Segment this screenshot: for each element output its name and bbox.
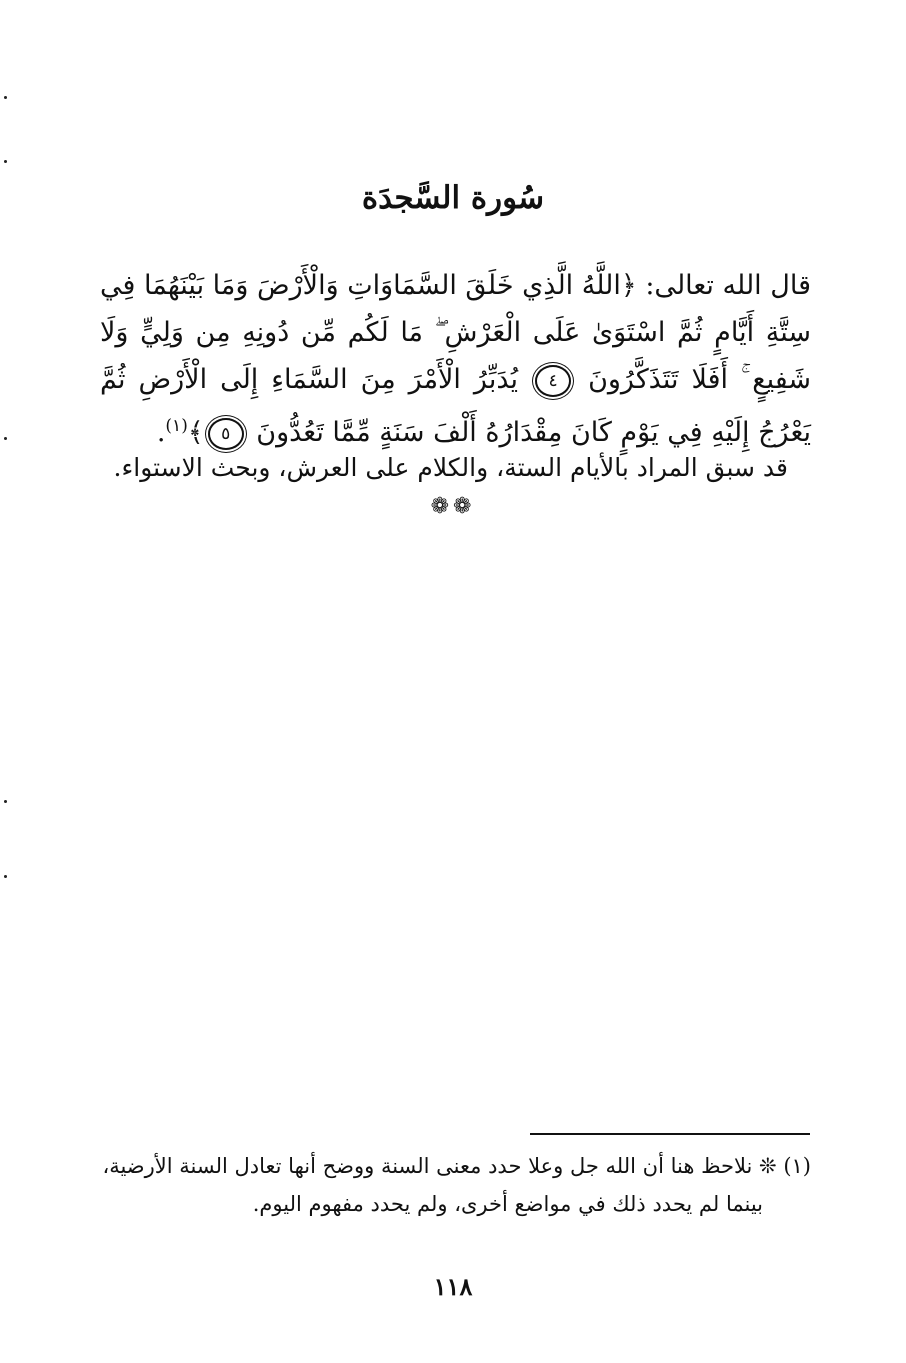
edge-speck [4,875,7,878]
quran-verse-part1: اللَّهُ الَّذِي خَلَقَ السَّمَاوَاتِ وَالْأَرْضَ وَمَا بَيْنَهُمَا فِي سِتَّةِ أَيَّامٍ ثُمَّ اسْتَوَىٰ عَلَى الْعَرْشِ ۖ مَا لَكُم مِّن دُونِهِ مِن وَلِيٍّ وَلَا شَفِيعٍ ۚ أَفَلَا تَتَذَكَّرُونَ [100,270,812,395]
edge-speck [4,437,7,440]
verse-paragraph [100,262,811,456]
surah-title: سُورة السَّجدَة [361,180,545,216]
page-number: ١١٨ [433,1272,473,1301]
commentary-paragraph: قد سبق المراد بالأيام الستة، والكلام على العرش، وبحث الاستواء. [113,453,788,482]
footnote-line: بينما لم يحدد ذلك في مواضع أخرى، ولم يحدد مفهوم اليوم. [252,1192,763,1216]
edge-speck [4,160,7,163]
footnote-line: (١) ❊ نلاحظ هنا أن الله جل وعلا حدد معنى السنة ووضح أنها تعادل السنة الأرضية، [102,1154,811,1178]
verse-end-period: . [156,417,166,448]
section-ornament: ❁❁ [430,494,476,519]
edge-speck [4,800,7,803]
footnote-reference: (١) [165,416,188,436]
footnote [95,1147,811,1223]
ayah-number-marker: ٤ [535,365,571,397]
quran-close-bracket: ﴾ [187,417,204,448]
edge-speck [4,96,7,99]
verse-intro: قال الله تعالى: [636,270,812,301]
ayah-number-marker: ٥ [208,418,244,450]
quran-verse-part2: يُدَبِّرُ الْأَمْرَ مِنَ السَّمَاءِ إِلَى الْأَرْضِ ثُمَّ يَعْرُجُ إِلَيْهِ فِي يَوْمٍ كَانَ مِقْدَارُهُ أَلْفَ سَنَةٍ مِّمَّا تَعُدُّونَ [100,364,811,448]
quran-open-bracket: ﴿ [620,270,637,301]
footnote-separator [530,1133,810,1135]
